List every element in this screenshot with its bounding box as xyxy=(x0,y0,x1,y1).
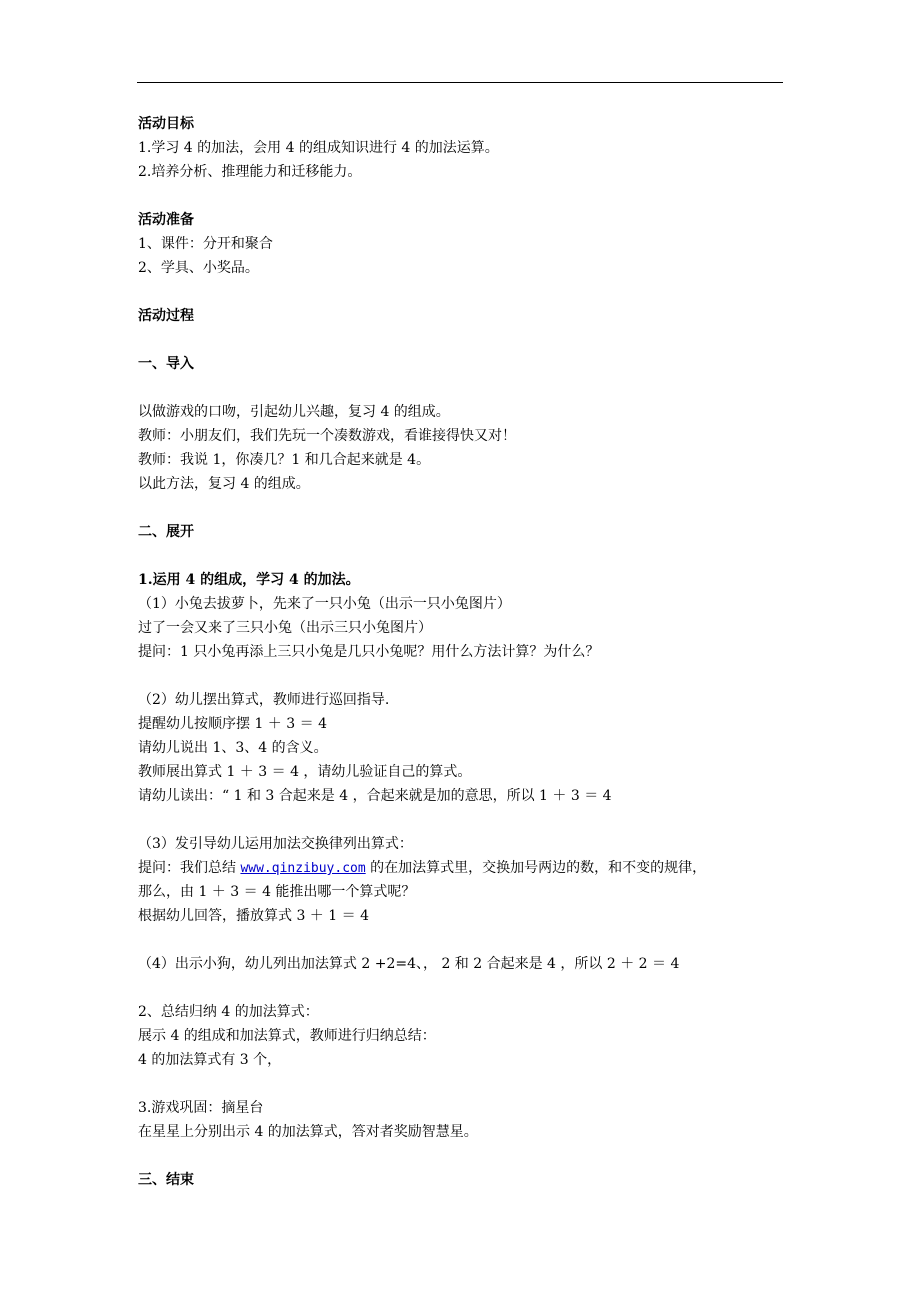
develop-part2-line: 提醒幼儿按顺序摆 1 ＋ 3 ＝ 4 xyxy=(138,716,327,732)
question-suffix: 的在加法算式里，交换加号两边的数，和不变的规律， xyxy=(365,860,707,876)
goals-item: 2.培养分析、推理能力和迁移能力。 xyxy=(138,164,362,180)
goals-heading: 活动目标 xyxy=(138,116,194,132)
prep-item: 1、课件：分开和聚合 xyxy=(138,236,273,252)
intro-line: 以此方法，复习 4 的组成。 xyxy=(138,476,310,492)
spacer xyxy=(138,184,798,208)
spacer xyxy=(138,376,798,400)
develop-part4-line: （4）出示小狗，幼儿列出加法算式 2 +2=4、， 2 和 2 合起来是 4 ，所以 2 ＋ 2 ＝ 4 xyxy=(138,956,680,972)
document-body xyxy=(138,112,798,1192)
develop-part2-line: （2）幼儿摆出算式，教师进行巡回指导. xyxy=(138,692,390,708)
develop-part2-line: 请幼儿说出 1、3、4 的含义。 xyxy=(138,740,328,756)
spacer xyxy=(138,1072,798,1096)
develop-part1-line: 提问：1 只小兔再添上三只小兔是几只小兔呢？用什么方法计算？为什么？ xyxy=(138,644,600,660)
spacer xyxy=(138,976,798,1000)
intro-line: 教师：我说 1，你凑几？1 和几合起来就是 4。 xyxy=(138,452,431,468)
develop-part2-line: 教师展出算式 1 ＋ 3 ＝ 4 ，请幼儿验证自己的算式。 xyxy=(138,764,472,780)
question-prefix: 提问：我们总结 xyxy=(138,860,241,876)
site-link[interactable]: www.qinzibuy.com xyxy=(240,861,366,876)
develop-sub3-line: 3.游戏巩固：摘星台 xyxy=(138,1100,264,1116)
intro-heading: 一、导入 xyxy=(138,356,194,372)
header-rule xyxy=(137,82,783,83)
spacer xyxy=(138,664,798,688)
goals-item: 1.学习 4 的加法，会用 4 的组成知识进行 4 的加法运算。 xyxy=(138,140,499,156)
develop-part3-line: 根据幼儿回答，播放算式 3 ＋ 1 ＝ 4 xyxy=(138,908,369,924)
develop-sub1-heading: 1.运用 4 的组成，学习 4 的加法。 xyxy=(138,572,360,588)
spacer xyxy=(138,544,798,568)
develop-part2-line: 请幼儿读出：“ 1 和 3 合起来是 4 ，合起来就是加的意思，所以 1 ＋ 3 ＝ 4 xyxy=(138,788,612,804)
develop-sub2-line: 2、总结归纳 4 的加法算式： xyxy=(138,1004,319,1020)
spacer xyxy=(138,496,798,520)
develop-part3-question xyxy=(138,856,798,880)
intro-line: 以做游戏的口吻，引起幼儿兴趣，复习 4 的组成。 xyxy=(138,404,450,420)
spacer xyxy=(138,328,798,352)
prep-item: 2、学具、小奖品。 xyxy=(138,260,259,276)
spacer xyxy=(138,1144,798,1168)
prep-heading: 活动准备 xyxy=(138,212,194,228)
develop-part1-line: 过了一会又来了三只小兔（出示三只小兔图片） xyxy=(138,620,432,636)
develop-sub2-line: 展示 4 的组成和加法算式，教师进行归纳总结： xyxy=(138,1028,436,1044)
intro-line: 教师：小朋友们，我们先玩一个凑数游戏，看谁接得快又对！ xyxy=(138,428,516,444)
process-heading: 活动过程 xyxy=(138,308,194,324)
spacer xyxy=(138,808,798,832)
develop-part3-line: （3）发引导幼儿运用加法交换律列出算式： xyxy=(138,836,413,852)
develop-heading: 二、展开 xyxy=(138,524,194,540)
spacer xyxy=(138,928,798,952)
develop-sub3-line: 在星星上分别出示 4 的加法算式，答对者奖励智慧星。 xyxy=(138,1124,478,1140)
develop-sub2-line: 4 的加法算式有 3 个， xyxy=(138,1052,282,1068)
develop-part1-line: （1）小兔去拔萝卜，先来了一只小兔（出示一只小兔图片） xyxy=(138,596,511,612)
spacer xyxy=(138,280,798,304)
end-heading: 三、结束 xyxy=(138,1172,194,1188)
develop-part3-line: 那么，由 1 ＋ 3 ＝ 4 能推出哪一个算式呢？ xyxy=(138,884,416,900)
